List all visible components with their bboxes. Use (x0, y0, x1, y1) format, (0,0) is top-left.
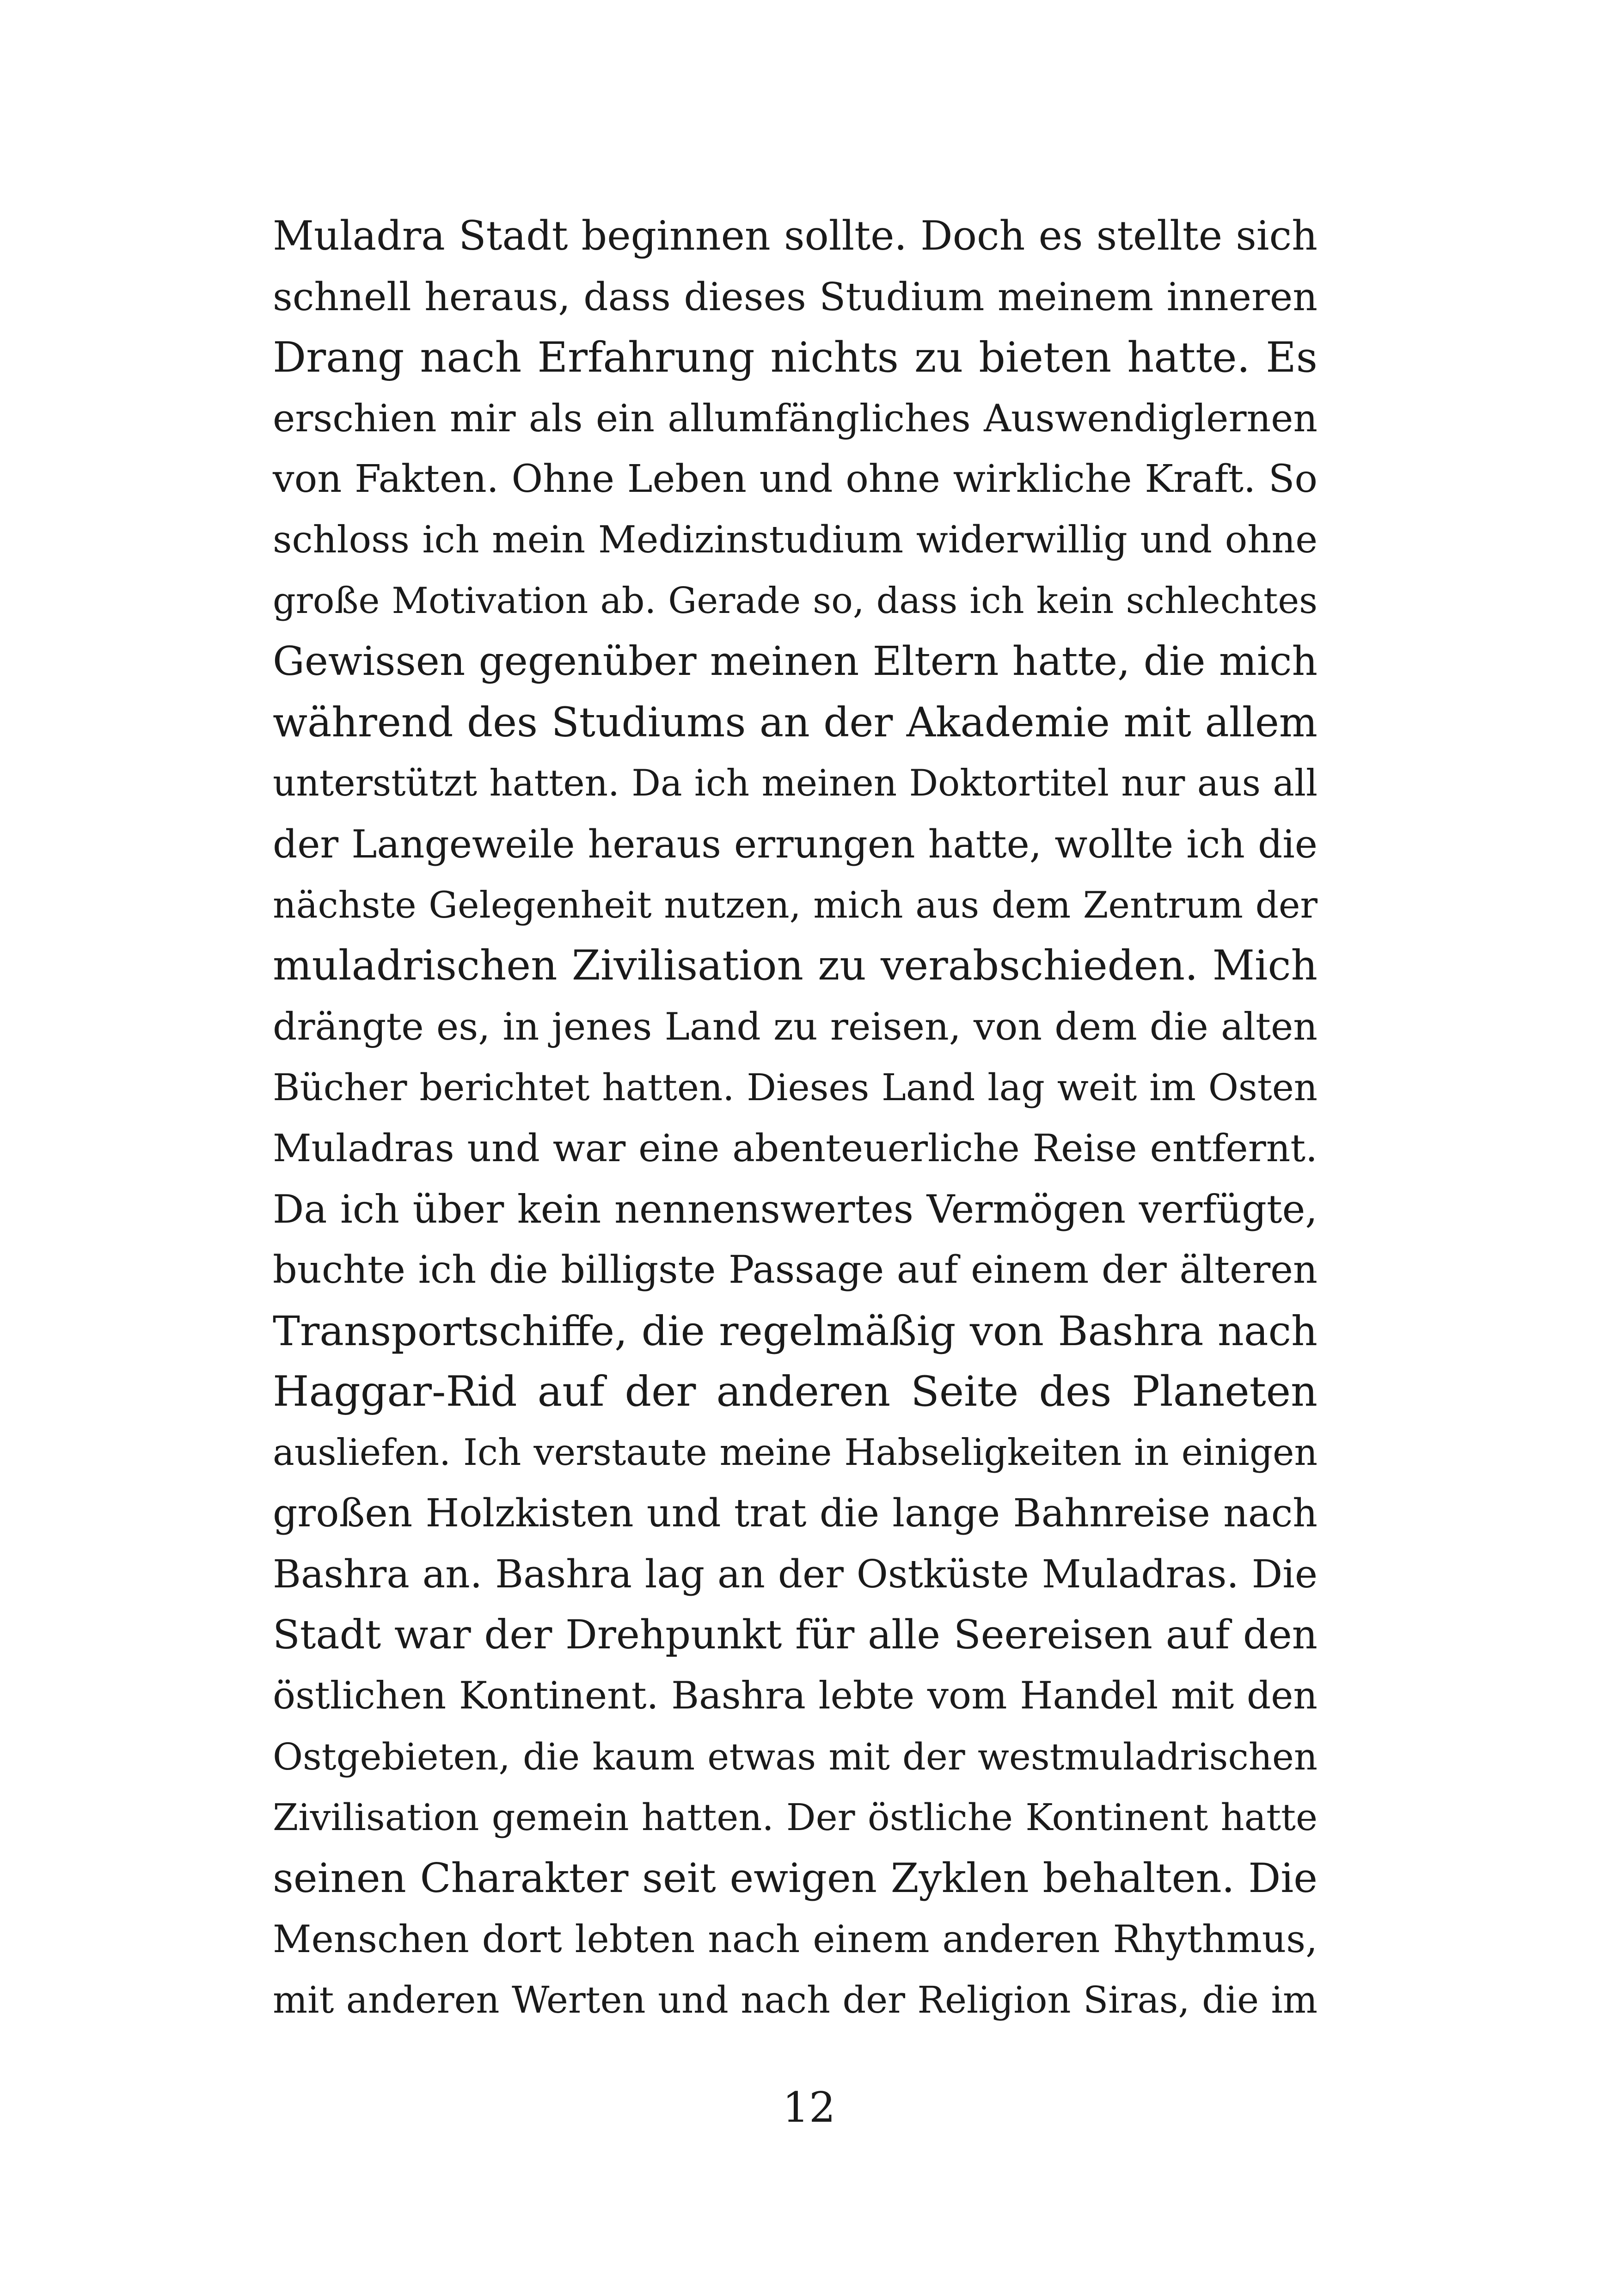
text-line: Stadt war der Drehpunkt für alle Seereisen auf den (273, 1611, 1318, 1658)
text-line: Transportschiffe, die regelmäßig von Bashra nach (273, 1307, 1318, 1355)
text-line: nächste Gelegenheit nutzen, mich aus dem Zentrum der (273, 883, 1318, 926)
text-line: Muladra Stadt beginnen sollte. Doch es stellte sich (273, 213, 1318, 259)
text-line: großen Holzkisten und trat die lange Bahnreise nach (273, 1491, 1318, 1536)
text-line: Zivilisation gemein hatten. Der östliche Kontinent hatte (273, 1796, 1318, 1839)
page-number: 12 (782, 2083, 836, 2132)
text-line: Gewissen gegenüber meinen Eltern hatte, die mich (273, 638, 1318, 685)
text-line: Ostgebieten, die kaum etwas mit der westmuladrischen (273, 1735, 1318, 1778)
text-line: Drang nach Erfahrung nichts zu bieten hatte. Es (273, 333, 1318, 382)
text-line: Muladras und war eine abenteuerliche Reise entfernt. (273, 1126, 1318, 1170)
text-line: Haggar-Rid auf der anderen Seite des Planeten (273, 1367, 1318, 1416)
text-line: Bücher berichtet hatten. Dieses Land lag weit im Osten (273, 1066, 1318, 1109)
text-line: Bashra an. Bashra lag an der Ostküste Muladras. Die (273, 1552, 1318, 1597)
text-line: ausliefen. Ich verstaute meine Habseligkeiten in einigen (273, 1431, 1318, 1474)
text-line: östlichen Kontinent. Bashra lebte vom Handel mit den (273, 1674, 1318, 1718)
text-line: große Motivation ab. Gerade so, dass ich kein schlechtes (273, 580, 1318, 622)
text-line: erschien mir als ein allumfängliches Auswendiglernen (273, 396, 1318, 441)
text-line: Da ich über kein nennenswertes Vermögen verfügte, (273, 1186, 1318, 1232)
text-line: während des Studiums an der Akademie mit allem (273, 698, 1318, 746)
text-line: mit anderen Werten und nach der Religion Siras, die im (273, 1978, 1318, 2022)
text-line: von Fakten. Ohne Leben und ohne wirkliche Kraft. So (273, 457, 1318, 502)
text-line: muladrischen Zivilisation zu verabschieden. Mich (273, 942, 1318, 990)
text-line: unterstützt hatten. Da ich meinen Doktortitel nur aus all (273, 762, 1318, 805)
text-line: der Langeweile heraus errungen hatte, wollte ich die (273, 821, 1318, 867)
text-line: drängte es, in jenes Land zu reisen, von dem die alten (273, 1004, 1318, 1049)
text-line: schnell heraus, dass dieses Studium meinem inneren (273, 274, 1318, 319)
text-line: schloss ich mein Medizinstudium widerwillig und ohne (273, 518, 1318, 562)
text-line: seinen Charakter seit ewigen Zyklen behalten. Die (273, 1855, 1318, 1902)
text-line: Menschen dort lebten nach einem anderen Rhythmus, (273, 1917, 1318, 1961)
body-text (273, 206, 1318, 2031)
text-line: buchte ich die billigste Passage auf einem der älteren (273, 1248, 1318, 1292)
